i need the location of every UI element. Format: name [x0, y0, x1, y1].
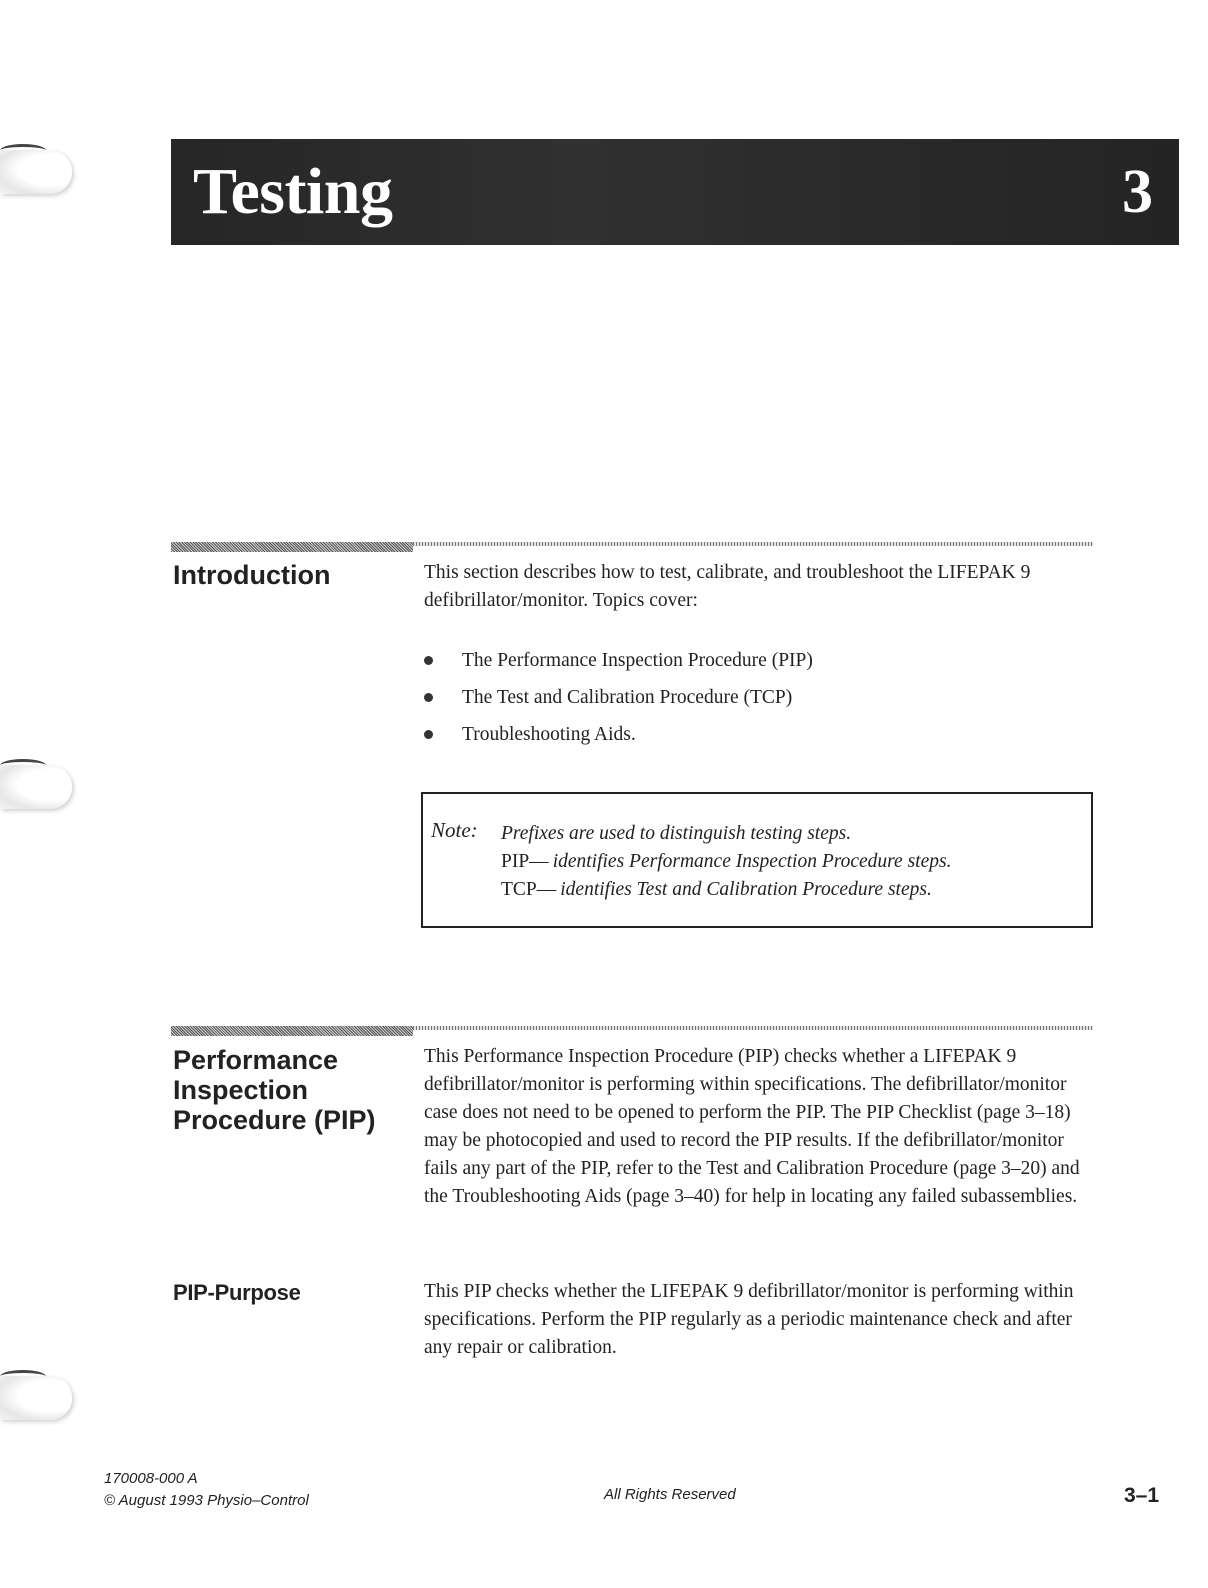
pip-prefix-text: identifies Performance Inspection Procedure steps.: [552, 851, 952, 872]
introduction-heading: Introduction: [173, 560, 331, 590]
chapter-banner: [171, 139, 1179, 245]
pip-purpose-body: This PIP checks whether the LIFEPAK 9 defibrillator/monitor is performing within specifications. Perform the PIP regularly as a periodic maintenance check and after any repair or calibration.: [424, 1281, 1074, 1358]
note-line-tcp: [501, 876, 951, 904]
note-line-1: Prefixes are used to distinguish testing steps.: [501, 823, 852, 844]
pip-heading: Performance Inspection Procedure (PIP): [173, 1045, 376, 1135]
pip-prefix: PIP—: [501, 851, 549, 872]
page-number: 3–1: [1124, 1484, 1160, 1507]
doc-number: 170008-000 A: [104, 1470, 198, 1487]
topics-list: [424, 642, 813, 753]
tcp-prefix-text: identifies Test and Calibration Procedure steps.: [560, 879, 932, 900]
tcp-prefix: TCP—: [501, 879, 557, 900]
note-box: [421, 792, 1093, 928]
note-lines: [501, 820, 951, 904]
list-item: Troubleshooting Aids.: [424, 716, 813, 753]
section-rule-introduction: [171, 542, 1093, 552]
note-label: Note:: [431, 818, 478, 842]
list-item: The Test and Calibration Procedure (TCP): [424, 679, 813, 716]
note-line-pip: [501, 848, 951, 876]
binder-hole-top: [0, 140, 75, 200]
section-rule-pip: [171, 1026, 1093, 1036]
footer-left: [104, 1468, 309, 1512]
binder-hole-bottom: [0, 1366, 75, 1426]
chapter-number: 3: [1122, 158, 1153, 226]
binder-hole-middle: [0, 755, 75, 815]
pip-purpose-heading: PIP-Purpose: [173, 1280, 301, 1305]
rights-notice: All Rights Reserved: [604, 1486, 736, 1503]
pip-body: This Performance Inspection Procedure (PIP) checks whether a LIFEPAK 9 defibrillator/monitor is performing within specifications. The defibrillator/monitor case does not need to be opened to perform the PIP. The PIP Checklist (page 3–18) may be photocopied and used to record the PIP results. If the defibrillator/monitor fails any part of the PIP, refer to the Test and Calibration Procedure (page 3–20) and the Troubleshooting Aids (page 3–40) for help in locating any failed subassemblies.: [424, 1046, 1080, 1207]
introduction-body: This section describes how to test, calibrate, and troubleshoot the LIFEPAK 9 defibrillator/monitor. Topics cover:: [424, 562, 1031, 611]
list-item: The Performance Inspection Procedure (PIP): [424, 642, 813, 679]
chapter-title: Testing: [193, 155, 393, 228]
bullet-icon: [424, 656, 433, 665]
copyright: © August 1993 Physio–Control: [104, 1492, 309, 1509]
bullet-icon: [424, 693, 433, 702]
bullet-icon: [424, 730, 433, 739]
